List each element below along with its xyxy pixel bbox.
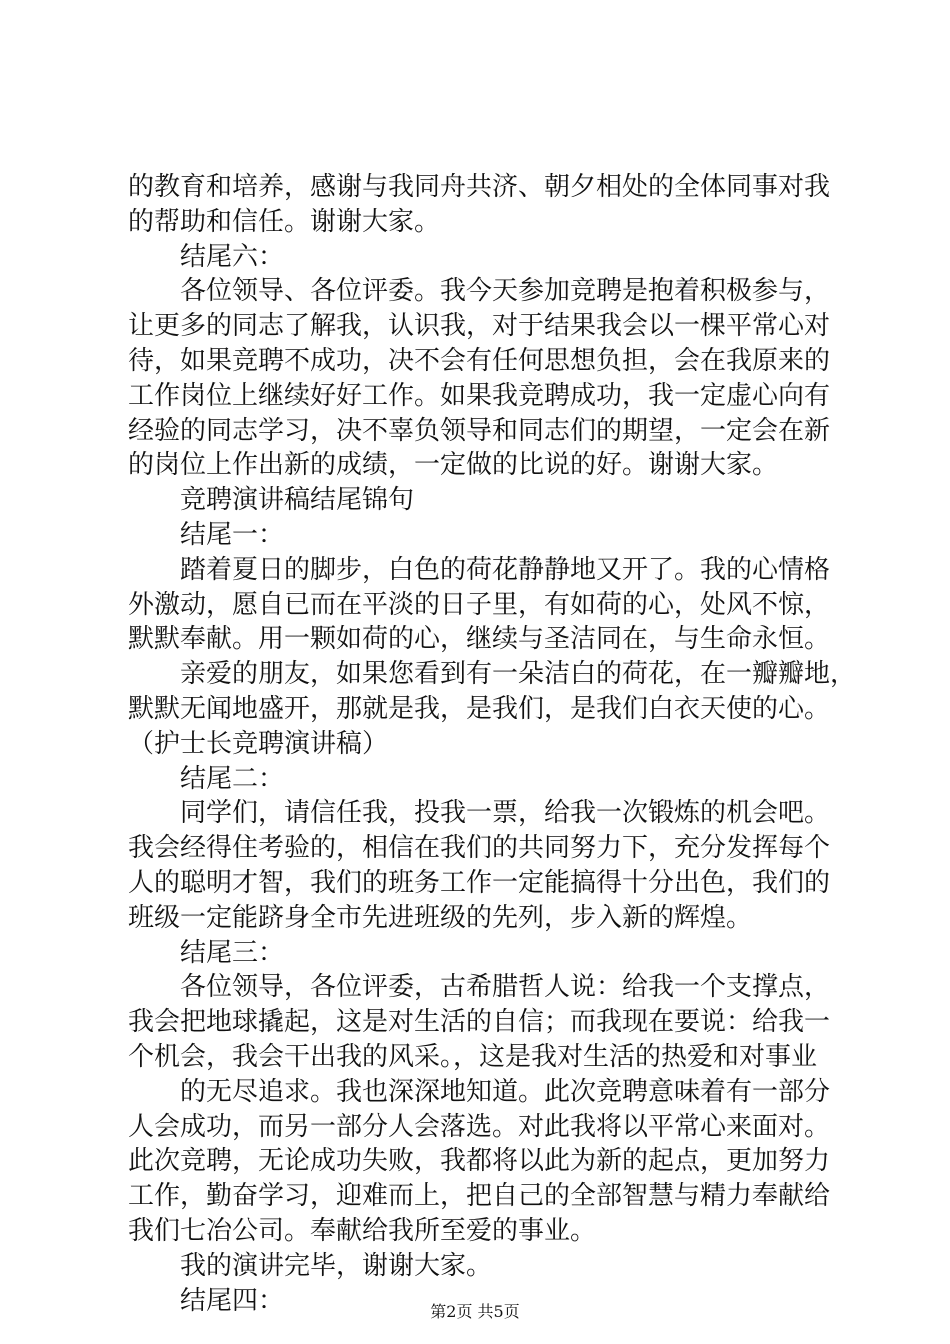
text-line: 的教育和培养，感谢与我同舟共济、朝夕相处的全体同事对我: [128, 172, 831, 202]
text-line: 默默奉献。用一颗如荷的心，继续与圣洁同在，与生命永恒。: [128, 624, 831, 655]
text-line: 的岗位上作出新的成绩，一定做的比说的好。谢谢大家。: [128, 450, 779, 481]
page-number-footer: 第2页 共5页: [430, 1302, 520, 1321]
text-line: 工作，勤奋学习，迎难而上，把自己的全部智慧与精力奉献给: [128, 1181, 831, 1212]
text-line: 此次竞聘，无论成功失败，我都将以此为新的起点，更加努力: [128, 1146, 831, 1177]
text-line: 亲爱的朋友，如果您看到有一朵洁白的荷花，在一瓣瓣地，: [128, 659, 857, 690]
document-body: [128, 170, 857, 1318]
text-line: 我的演讲完毕，谢谢大家。: [128, 1250, 493, 1281]
text-line: 人会成功，而另一部分人会落选。对此我将以平常心来面对。: [128, 1111, 831, 1142]
text-line: 各位领导，各位评委，古希腊哲人说：给我一个支撑点，: [128, 972, 831, 1003]
text-line: 同学们，请信任我，投我一票，给我一次锻炼的机会吧。: [128, 798, 831, 829]
text-line: 经验的同志学习，决不辜负领导和同志们的期望，一定会在新: [128, 415, 831, 446]
text-line: 我们七冶公司。奉献给我所至爱的事业。: [128, 1215, 597, 1246]
text-line: 默默无闻地盛开，那就是我，是我们，是我们白衣天使的心。: [128, 693, 831, 724]
text-line: 待，如果竞聘不成功，决不会有任何思想负担，会在我原来的: [128, 345, 831, 376]
section-heading: 结尾二：: [128, 763, 285, 794]
text-line: 踏着夏日的脚步，白色的荷花静静地又开了。我的心情格: [128, 554, 831, 585]
text-line: 人的聪明才智，我们的班务工作一定能搞得十分出色，我们的: [128, 867, 831, 898]
text-line: 让更多的同志了解我，认识我，对于结果我会以一棵平常心对: [128, 311, 831, 342]
text-line: （护士长竞聘演讲稿）: [128, 728, 389, 759]
text-line: 的无尽追求。我也深深地知道。此次竞聘意味着有一部分: [128, 1076, 831, 1107]
text-line: 我会经得住考验的，相信在我们的共同努力下，充分发挥每个: [128, 833, 831, 864]
text-line: 个机会，我会干出我的风采。，这是我对生活的热爱和对事业: [128, 1041, 818, 1072]
text-line: 班级一定能跻身全市先进班级的先列，步入新的辉煌。: [128, 902, 753, 933]
section-heading: 结尾四：: [128, 1285, 285, 1316]
text-line: 的帮助和信任。谢谢大家。: [128, 206, 441, 237]
section-heading: 结尾一：: [128, 519, 285, 550]
text-line: 工作岗位上继续好好工作。如果我竞聘成功，我一定虚心向有: [128, 380, 831, 411]
text-line: 各位领导、各位评委。我今天参加竞聘是抱着积极参与，: [128, 276, 831, 307]
section-title: 竞聘演讲稿结尾锦句: [128, 485, 415, 516]
text-line: 外激动，愿自已而在平淡的日子里，有如荷的心，处风不惊，: [128, 589, 831, 620]
section-heading: 结尾三：: [128, 937, 285, 968]
section-heading: 结尾六：: [128, 241, 285, 272]
text-line: 我会把地球撬起，这是对生活的自信；而我现在要说：给我一: [128, 1007, 831, 1038]
